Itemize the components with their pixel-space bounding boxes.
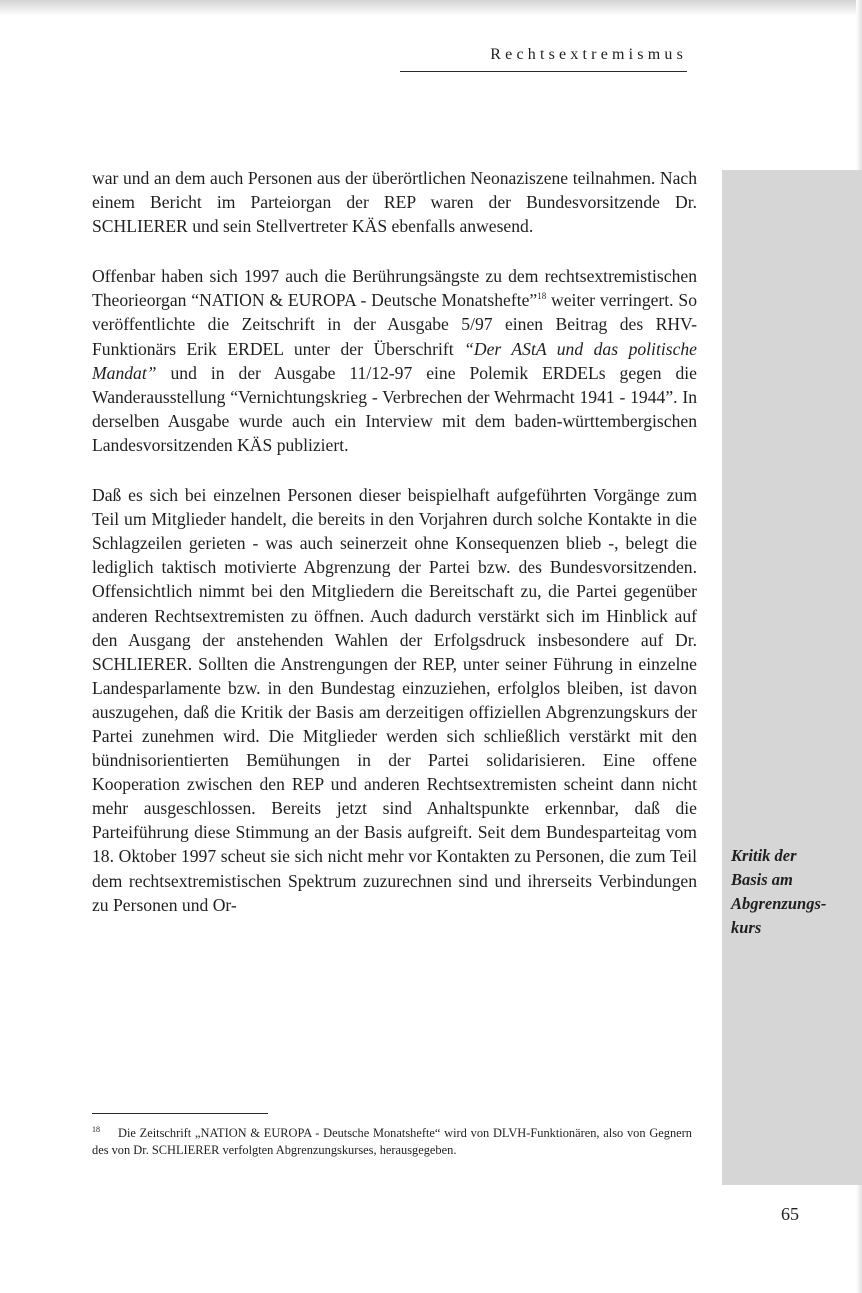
footnote-ref: 18 — [537, 291, 547, 302]
footnote-text: Die Zeitschrift „NATION & EUROPA - Deutsche Monatshefte“ wird von DLVH-Funktionären, also von Gegnern des von Dr. SCHLIERER verfolgten Abgrenzungskurses, herausgegeben. — [92, 1126, 692, 1158]
paragraph — [92, 166, 697, 238]
margin-sidebar — [722, 170, 862, 1185]
text-run: war und an dem auch Personen aus der überörtlichen Neonaziszene teilnahmen. Nach einem Bericht im Parteiorgan der REP waren der Bundesvorsitzende Dr. SCHLIERER und sein Stellvertreter KÄS ebenfalls anwesend. — [92, 168, 697, 237]
body-text — [92, 166, 697, 943]
text-run: weiter verringert. So veröffentlichte die Zeitschrift in der Ausgabe 5/97 einen Beitrag des RHV-Funktionärs Erik ERDEL unter der Überschrift — [92, 290, 697, 359]
margin-note — [731, 844, 856, 940]
paragraph — [92, 483, 697, 917]
page-top-edge — [0, 0, 862, 16]
margin-note-line: Kritik der — [731, 846, 797, 865]
text-run: Daß es sich bei einzelnen Personen dieser beispielhaft aufgeführten Vorgänge zum Teil um Mitglieder handelt, die bereits in den Vorjahren durch solche Kontakte in die Schlagzeilen gerieten - was auch seinerzeit ohne Konsequenzen blieb -, belegt die lediglich taktisch motivierte Abgrenzung der Partei bzw. des Bundesvorsitzenden. Offensichtlich nimmt bei den Mitgliedern die Bereitschaft zu, die Partei gegenüber anderen Rechtsextremisten zu öffnen. Auch dadurch verstärkt sich im Hinblick auf den Ausgang der anstehenden Wahlen der Erfolgsdruck insbesondere auf Dr. SCHLIERER. Sollten die Anstrengungen der REP, unter seiner Führung in einzelne Landesparlamente bzw. in den Bundestag einzuziehen, erfolglos bleiben, ist davon auszugehen, daß die Kritik der Basis am derzeitigen offiziellen Abgrenzungskurs der Partei zunehmen wird. Die Mitglieder werden sich schließlich verstärkt mit den bündnisorientierten Bemühungen in der Partei solidarisieren. Eine offene Kooperation zwischen den REP und anderen Rechtsextremisten scheint dann nicht mehr ausgeschlossen. Bereits jetzt sind Anhaltspunkte erkennbar, daß die Parteiführung diese Stimmung an der Basis aufgreift. Seit dem Bundesparteitag vom 18. Oktober 1997 scheut sie sich nicht mehr vor Kontakten zu Personen, die zum Teil dem rechtsextremistischen Spektrum zuzurechnen sind und ihrerseits Verbindungen zu Personen und Or- — [92, 485, 697, 915]
text-run: und in der Ausgabe 11/12-97 eine Polemik ERDELs gegen die Wanderausstellung “Vernichtungskrieg - Verbrechen der Wehrmacht 1941 - 1944”. In derselben Ausgabe wurde auch ein Interview mit dem baden-württembergischen Landesvorsitzenden KÄS publiziert. — [92, 362, 697, 455]
page-number: 65 — [781, 1204, 799, 1224]
footnote-divider — [92, 1113, 268, 1114]
paragraph — [92, 264, 697, 457]
margin-note-line: Basis am — [731, 870, 793, 889]
footnote — [92, 1125, 692, 1159]
running-header: Rechtsextremismus — [400, 46, 687, 72]
margin-note-line: Abgrenzungs- — [731, 894, 827, 913]
italic-title: “Der AStA und das politische Mandat” — [92, 338, 697, 383]
text-run: Offenbar haben sich 1997 auch die Berührungsängste zu dem rechtsextremistischen Theorieorgan “NATION & EUROPA - Deutsche Monatshefte” — [92, 266, 697, 311]
margin-note-line: kurs — [731, 918, 762, 937]
footnote-number: 18 — [92, 1125, 100, 1134]
